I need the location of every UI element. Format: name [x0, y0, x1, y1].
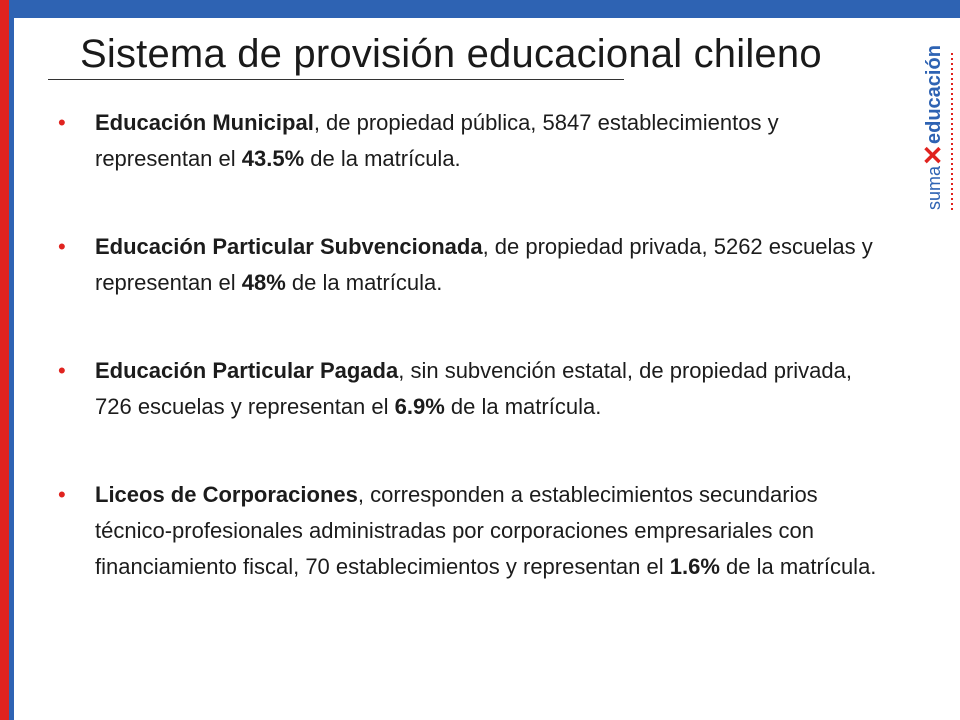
- bullet-text: , sin subvención estatal, de propiedad privada, 726 escuelas y representan el: [95, 358, 852, 419]
- bullet-dot-icon: •: [58, 482, 66, 507]
- bullet-dot-icon: •: [58, 234, 66, 259]
- bullet-bold-name: Educación Particular Subvencionada: [95, 234, 483, 259]
- bullet-particular-subvencionada: [58, 229, 888, 301]
- logo-x-mark: ✕: [918, 144, 948, 166]
- bullet-percent: 43.5%: [241, 146, 305, 171]
- bullet-liceos-corporaciones: [58, 477, 888, 585]
- bullet-text: , corresponden a establecimientos secundarios técnico-profesionales administradas por corporaciones empresariales con financiamiento fiscal, 70 establecimientos y representan el: [95, 482, 818, 579]
- bullet-text-end: de la matrícula.: [304, 146, 461, 171]
- bullet-bold-name: Liceos de Corporaciones: [95, 482, 358, 507]
- bullet-text-end: de la matrícula.: [285, 270, 443, 295]
- slide-title: Sistema de provisión educacional chileno: [80, 32, 822, 76]
- logo-educacion-text: educación: [923, 45, 945, 144]
- bullet-percent: 1.6%: [669, 554, 720, 579]
- left-accent-bar-red: [0, 0, 9, 720]
- bullet-dot-icon: •: [58, 358, 66, 383]
- bullet-text: , de propiedad pública, 5847 establecimientos y representan el: [95, 110, 779, 171]
- bullet-bold-name: Educación Particular Pagada: [95, 358, 399, 383]
- title-underline: [48, 79, 624, 80]
- bullet-percent: 6.9%: [394, 394, 445, 419]
- bullet-percent: 48%: [241, 270, 286, 295]
- top-accent-bar: [0, 0, 960, 18]
- bullet-educacion-municipal: [58, 105, 888, 177]
- bullet-bold-name: Educación Municipal: [95, 110, 314, 135]
- logo-suma-text: suma: [924, 165, 944, 210]
- brand-logo-icon: [918, 24, 958, 214]
- bullet-text: , de propiedad privada, 5262 escuelas y representan el: [95, 234, 873, 295]
- bullet-text-end: de la matrícula.: [719, 554, 877, 579]
- left-accent-bar-blue: [9, 0, 14, 720]
- bullet-list: [58, 105, 888, 585]
- bullet-dot-icon: •: [58, 110, 66, 135]
- bullet-text-end: de la matrícula.: [444, 394, 602, 419]
- bullet-particular-pagada: [58, 353, 888, 425]
